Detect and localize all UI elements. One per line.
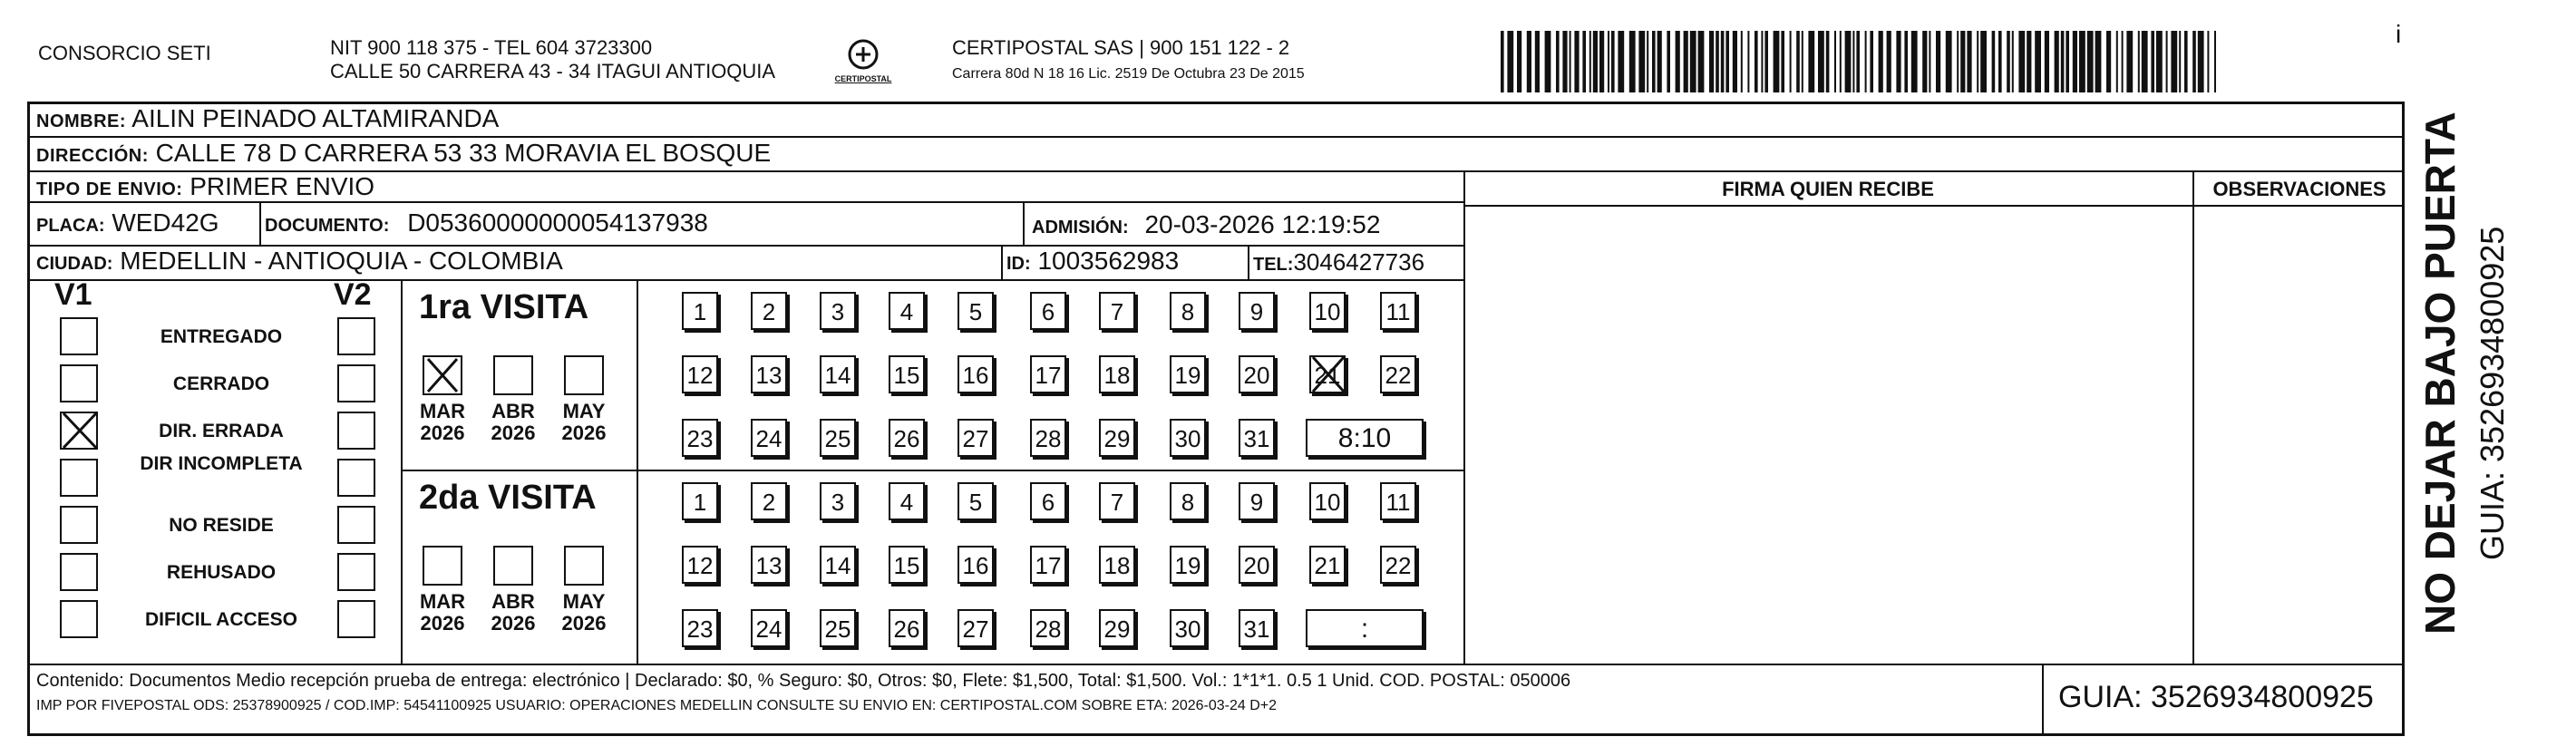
- name-row: [36, 104, 499, 136]
- logo-text: CERTIPOSTAL: [834, 74, 892, 83]
- id-value: 1003562983: [1037, 247, 1180, 275]
- visit-2-day-12[interactable]: 12: [682, 546, 718, 584]
- barcode: [1501, 31, 2226, 92]
- v2-checkbox-dificil-acceso[interactable]: [337, 600, 375, 638]
- status-label-no-reside: NO RESIDE: [169, 515, 274, 536]
- firma-header: FIRMA QUIEN RECIBE: [1722, 178, 1934, 200]
- visit-2-month-label: [411, 591, 474, 635]
- visit-2-day-25[interactable]: 25: [820, 609, 856, 647]
- visit-2-day-21[interactable]: 21: [1309, 546, 1346, 584]
- visit-1-day-9[interactable]: 9: [1239, 292, 1275, 330]
- status-label-entregado: ENTREGADO: [160, 326, 283, 347]
- visit-1-day-31[interactable]: 31: [1239, 419, 1275, 457]
- visit-1-day-25[interactable]: 25: [820, 419, 856, 457]
- side-guia: GUIA: 3526934800925: [2474, 226, 2511, 560]
- visit-1-day-7[interactable]: 7: [1099, 292, 1135, 330]
- visit-2-day-30[interactable]: 30: [1170, 609, 1206, 647]
- certipostal-logo: [834, 34, 892, 89]
- status-label-dir-errada: DIR. ERRADA: [159, 421, 284, 441]
- visit-1-month-label: [481, 401, 545, 444]
- address-row: [36, 139, 771, 170]
- v2-header: V2: [334, 277, 372, 312]
- observaciones-header: OBSERVACIONES: [2212, 178, 2386, 200]
- id-cell: [1006, 247, 1179, 276]
- month-year: 2026: [420, 612, 465, 635]
- visit-1-month-label: [411, 401, 474, 444]
- placa-value: WED42G: [112, 208, 219, 237]
- ciudad-cell: [36, 247, 563, 276]
- visit-1-month-mar-checkbox[interactable]: [423, 355, 462, 395]
- visit-2-time-field[interactable]: :: [1306, 609, 1424, 647]
- visit-1-day-3[interactable]: 3: [820, 292, 856, 330]
- month-year: 2026: [491, 422, 536, 444]
- month-year: 2026: [561, 422, 607, 444]
- v2-checkbox-entregado[interactable]: [337, 317, 375, 355]
- visit-1-day-23[interactable]: 23: [682, 419, 718, 457]
- admision-value: 20-03-2026 12:19:52: [1144, 210, 1381, 238]
- v1-checkbox-dir-errada[interactable]: [60, 412, 98, 450]
- tel-label: TEL:: [1253, 255, 1294, 275]
- visit-2-day-22[interactable]: 22: [1380, 546, 1416, 584]
- v1-checkbox-cerrado[interactable]: [60, 364, 98, 402]
- visit-1-day-10[interactable]: 10: [1309, 292, 1346, 330]
- v2-checkbox-dir-incompleta[interactable]: [337, 459, 375, 497]
- ciudad-value: MEDELLIN - ANTIOQUIA - COLOMBIA: [120, 247, 563, 275]
- visit-1-day-13[interactable]: 13: [751, 355, 787, 393]
- visit-2-day-18[interactable]: 18: [1099, 546, 1135, 584]
- tel-value: 3046427736: [1293, 248, 1425, 276]
- month-name: ABR: [491, 590, 535, 613]
- month-year: 2026: [420, 422, 465, 444]
- visit-2-day-2[interactable]: 2: [751, 482, 787, 520]
- visit-2-day-4[interactable]: 4: [889, 482, 925, 520]
- footer-imp: IMP POR FIVEPOSTAL ODS: 25378900925 / COD.IMP: 54541100925 USUARIO: OPERACIONES MEDELLIN CONSULTE SU ENVIO EN: CERTIPOSTAL.COM SOBRE ETA: 2026-03-24 D+2: [36, 698, 1278, 713]
- footer-guia: GUIA: 3526934800925: [2058, 680, 2374, 714]
- visit-2-day-19[interactable]: 19: [1170, 546, 1206, 584]
- license-line: Carrera 80d N 18 16 Lic. 2519 De Octubra 23 De 2015: [952, 66, 1305, 82]
- visit-1-day-20[interactable]: 20: [1239, 355, 1275, 393]
- visit-1-day-5[interactable]: 5: [957, 292, 994, 330]
- documento-value: D05360000000054137938: [407, 208, 708, 237]
- visit-1-month-may-checkbox[interactable]: [564, 355, 604, 395]
- month-name: ABR: [491, 400, 535, 422]
- v1-header: V1: [54, 277, 92, 312]
- month-name: MAR: [419, 400, 466, 422]
- visit-1-day-18[interactable]: 18: [1099, 355, 1135, 393]
- visit-2-month-abr-checkbox[interactable]: [493, 546, 533, 586]
- placa-label: PLACA:: [36, 216, 105, 236]
- status-label-cerrado: CERRADO: [172, 373, 270, 394]
- id-label: ID:: [1006, 254, 1031, 274]
- visit-2-day-5[interactable]: 5: [957, 482, 994, 520]
- visit-2-day-17[interactable]: 17: [1030, 546, 1066, 584]
- v2-checkbox-dir-errada[interactable]: [337, 412, 375, 450]
- visit-1-day-21[interactable]: 21: [1309, 355, 1346, 393]
- admision-label: ADMISIÓN:: [1032, 218, 1129, 237]
- tel-cell: [1253, 248, 1424, 276]
- visit-1-day-17[interactable]: 17: [1030, 355, 1066, 393]
- recipient-name: AILIN PEINADO ALTAMIRANDA: [131, 104, 500, 132]
- visit-2-day-6[interactable]: 6: [1030, 482, 1066, 520]
- v2-checkbox-no-reside[interactable]: [337, 506, 375, 544]
- visit-2-day-20[interactable]: 20: [1239, 546, 1275, 584]
- visit-1-day-26[interactable]: 26: [889, 419, 925, 457]
- visit-2-day-23[interactable]: 23: [682, 609, 718, 647]
- visit-2-day-26[interactable]: 26: [889, 609, 925, 647]
- v1-checkbox-entregado[interactable]: [60, 317, 98, 355]
- visit-2-day-1[interactable]: 1: [682, 482, 718, 520]
- visit-1-day-4[interactable]: 4: [889, 292, 925, 330]
- visit-1-day-19[interactable]: 19: [1170, 355, 1206, 393]
- status-label-dificil-acceso: DIFICIL ACCESO: [144, 609, 297, 630]
- visit-1-day-30[interactable]: 30: [1170, 419, 1206, 457]
- address-label: DIRECCIÓN:: [36, 146, 149, 166]
- visit-2-day-7[interactable]: 7: [1099, 482, 1135, 520]
- tipo-row: [36, 172, 374, 204]
- visit-2-day-14[interactable]: 14: [820, 546, 856, 584]
- tipo-label: TIPO DE ENVIO:: [36, 179, 183, 199]
- footer-contenido: Contenido: Documentos Medio recepción prueba de entrega: electrónico | Declarado: $0, % Seguro: $0, Otros: $0, Flete: $1,500, Total: $1,500. Vol.: 1*1*1. 0.5 1 Unid. COD. POSTAL: 050006: [36, 671, 1571, 691]
- visit-1-time-field[interactable]: 8:10: [1306, 419, 1424, 457]
- month-name: MAY: [562, 590, 606, 613]
- month-year: 2026: [561, 612, 607, 635]
- visit-1-day-1[interactable]: 1: [682, 292, 718, 330]
- visit-1-month-abr-checkbox[interactable]: [493, 355, 533, 395]
- visit-2-title: 2da VISITA: [419, 479, 597, 517]
- visit-2-day-11[interactable]: 11: [1380, 482, 1416, 520]
- visit-1-day-24[interactable]: 24: [751, 419, 787, 457]
- month-name: MAR: [419, 590, 466, 613]
- visit-2-day-13[interactable]: 13: [751, 546, 787, 584]
- visit-2-day-27[interactable]: 27: [957, 609, 994, 647]
- barcode-marker: i: [2396, 20, 2402, 48]
- visit-1-day-27[interactable]: 27: [957, 419, 994, 457]
- visit-1-day-2[interactable]: 2: [751, 292, 787, 330]
- nit-line: NIT 900 118 375 - TEL 604 3723300: [330, 36, 653, 59]
- visit-1-month-label: [552, 401, 616, 444]
- visit-2-day-10[interactable]: 10: [1309, 482, 1346, 520]
- certipostal-line: CERTIPOSTAL SAS | 900 151 122 - 2: [952, 36, 1290, 59]
- visit-1-day-14[interactable]: 14: [820, 355, 856, 393]
- visit-2-month-may-checkbox[interactable]: [564, 546, 604, 586]
- status-label-rehusado: REHUSADO: [166, 562, 277, 583]
- visit-2-day-8[interactable]: 8: [1170, 482, 1206, 520]
- month-year: 2026: [491, 612, 536, 635]
- documento-cell: [265, 208, 708, 237]
- tipo-envio: PRIMER ENVIO: [190, 172, 375, 200]
- visit-2-day-31[interactable]: 31: [1239, 609, 1275, 647]
- visit-2-day-29[interactable]: 29: [1099, 609, 1135, 647]
- placa-cell: [36, 208, 219, 237]
- visit-2-month-label: [552, 591, 616, 635]
- visit-1-day-16[interactable]: 16: [957, 355, 994, 393]
- visit-1-day-15[interactable]: 15: [889, 355, 925, 393]
- documento-label: DOCUMENTO:: [265, 216, 390, 236]
- visit-1-day-8[interactable]: 8: [1170, 292, 1206, 330]
- v1-checkbox-dificil-acceso[interactable]: [60, 600, 98, 638]
- v1-checkbox-rehusado[interactable]: [60, 553, 98, 591]
- admision-cell: [1032, 210, 1380, 239]
- visit-2-day-3[interactable]: 3: [820, 482, 856, 520]
- side-warning: NO DEJAR BAJO PUERTA: [2416, 111, 2464, 635]
- visit-2-month-label: [481, 591, 545, 635]
- v2-checkbox-cerrado[interactable]: [337, 364, 375, 402]
- month-name: MAY: [562, 400, 606, 422]
- recipient-address: CALLE 78 D CARRERA 53 33 MORAVIA EL BOSQUE: [155, 139, 772, 167]
- v1-checkbox-no-reside[interactable]: [60, 506, 98, 544]
- visit-1-day-6[interactable]: 6: [1030, 292, 1066, 330]
- name-label: NOMBRE:: [36, 111, 127, 131]
- visit-2-month-mar-checkbox[interactable]: [423, 546, 462, 586]
- visit-1-day-28[interactable]: 28: [1030, 419, 1066, 457]
- status-label-dir-incompleta: DIR INCOMPLETA: [140, 453, 303, 474]
- visit-2-day-9[interactable]: 9: [1239, 482, 1275, 520]
- visit-2-day-15[interactable]: 15: [889, 546, 925, 584]
- visit-1-day-29[interactable]: 29: [1099, 419, 1135, 457]
- visit-1-title: 1ra VISITA: [419, 288, 589, 326]
- visit-1-day-11[interactable]: 11: [1380, 292, 1416, 330]
- company-address: CALLE 50 CARRERA 43 - 34 ITAGUI ANTIOQUIA: [330, 60, 776, 82]
- visit-2-day-24[interactable]: 24: [751, 609, 787, 647]
- v2-checkbox-rehusado[interactable]: [337, 553, 375, 591]
- ciudad-label: CIUDAD:: [36, 254, 113, 274]
- visit-1-day-12[interactable]: 12: [682, 355, 718, 393]
- visit-2-day-28[interactable]: 28: [1030, 609, 1066, 647]
- visit-1-day-22[interactable]: 22: [1380, 355, 1416, 393]
- company-name: CONSORCIO SETI: [38, 42, 211, 64]
- v1-checkbox-dir-incompleta[interactable]: [60, 459, 98, 497]
- visit-2-day-16[interactable]: 16: [957, 546, 994, 584]
